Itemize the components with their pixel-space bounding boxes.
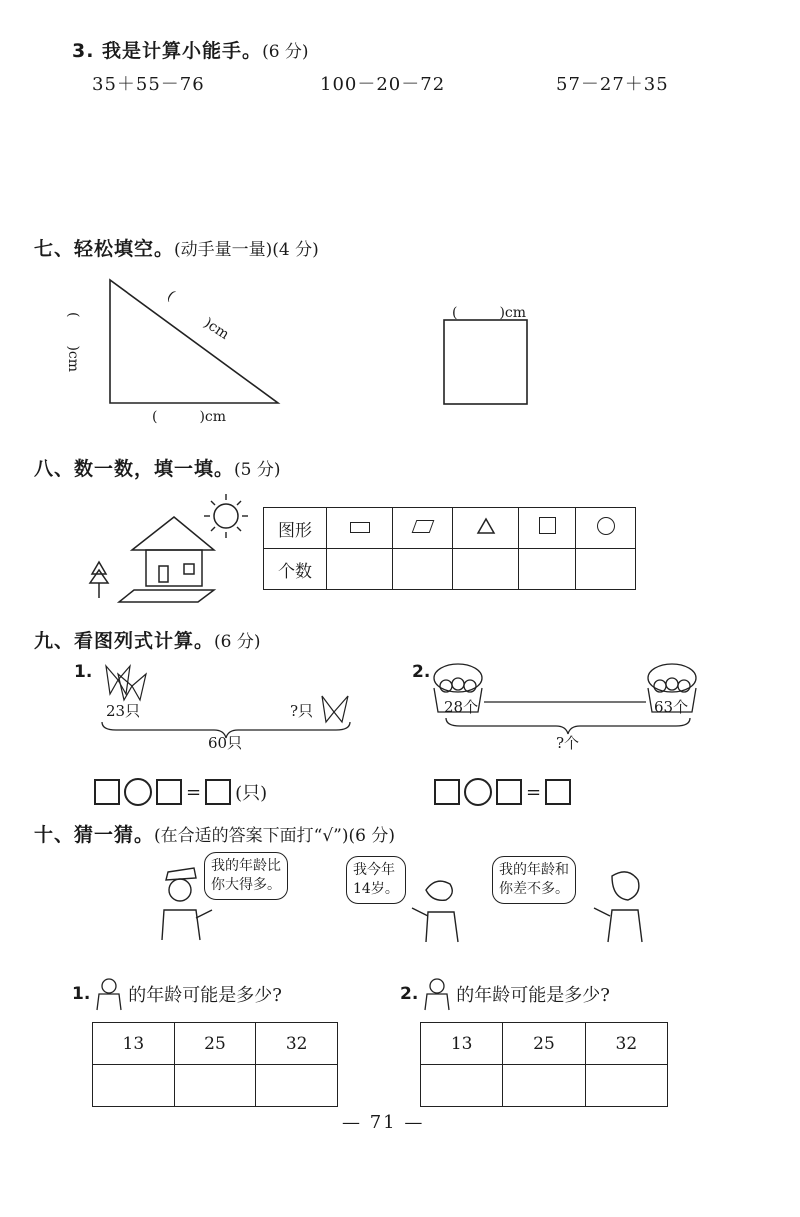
section10-heading: 十、猜一猜。(在合适的答案下面打“√”)(6 分)	[34, 824, 395, 846]
section3-heading: 3. 我是计算小能手。(6 分)	[72, 40, 309, 62]
q9-1-equation	[94, 778, 267, 806]
q9-1-right-label: ?只	[290, 702, 314, 720]
check-cell[interactable]	[503, 1065, 585, 1107]
age-option: 32	[256, 1023, 338, 1065]
expression-1: 35＋55－76	[92, 74, 205, 95]
circle-icon	[597, 517, 615, 535]
check-cell[interactable]	[585, 1065, 667, 1107]
girl-icon	[594, 872, 642, 942]
age-option: 13	[93, 1023, 175, 1065]
age-options-table-2	[420, 1022, 668, 1107]
operator-circle[interactable]	[464, 778, 492, 806]
count-cell[interactable]	[393, 549, 453, 590]
answer-box[interactable]	[205, 779, 231, 805]
count-cell[interactable]	[453, 549, 519, 590]
age-option: 25	[174, 1023, 256, 1065]
expression-2: 100－20－72	[320, 74, 446, 95]
right-triangle	[110, 280, 278, 403]
speech-bubble-boy: 我今年 14岁。	[346, 856, 406, 904]
house-picture	[84, 490, 264, 610]
q9-1-total-label: 60只	[208, 734, 243, 752]
shape-circle	[576, 508, 636, 549]
triangle-bottom-label: ( )cm	[152, 409, 227, 425]
q9-2-right-label: 63个	[654, 698, 689, 716]
section7-heading: 七、轻松填空。(动手量一量)(4 分)	[34, 238, 319, 260]
q10-2-prompt: 2. 的年龄可能是多少?	[400, 976, 610, 1012]
check-cell[interactable]	[93, 1065, 175, 1107]
shape-square	[519, 508, 576, 549]
answer-box[interactable]	[156, 779, 182, 805]
speech-bubble-girl: 我的年龄和 你差不多。	[492, 856, 576, 904]
expression-3: 57－27＋35	[556, 74, 669, 95]
tree-icon	[90, 562, 108, 598]
speech-bubble-policeman: 我的年龄比 你大得多。	[204, 852, 288, 900]
row-header-count: 个数	[264, 549, 327, 590]
age-option: 25	[503, 1023, 585, 1065]
triangle-icon	[476, 517, 496, 535]
age-option: 13	[421, 1023, 503, 1065]
square-figure	[444, 320, 527, 404]
policeman-icon	[92, 976, 126, 1012]
triangle-hyp-label: )cm	[200, 315, 232, 343]
q9-2-left-label: 28个	[444, 698, 479, 716]
square-icon	[539, 517, 556, 534]
answer-box[interactable]	[94, 779, 120, 805]
parallelogram-icon	[411, 520, 434, 533]
q9-2-equation	[434, 778, 571, 806]
shape-parallelogram	[393, 508, 453, 549]
row-header-shape: 图形	[264, 508, 327, 549]
age-option: 32	[585, 1023, 667, 1065]
triangle-left-side-label: ( )cm	[65, 312, 81, 373]
answer-box[interactable]	[434, 779, 460, 805]
square-side-label: ( )cm	[452, 305, 527, 321]
operator-circle[interactable]	[124, 778, 152, 806]
house-icon	[119, 517, 214, 602]
boy-icon	[420, 976, 454, 1012]
q9-1-left-label: 23只	[106, 702, 141, 720]
page-number: — 71 —	[342, 1112, 425, 1133]
sun-icon	[204, 494, 248, 538]
age-options-table-1	[92, 1022, 338, 1107]
answer-box[interactable]	[545, 779, 571, 805]
q9-1-number: 1.	[74, 662, 93, 682]
unit-label: (只)	[235, 783, 268, 804]
q9-2-total-label: ?个	[556, 734, 580, 752]
count-cell[interactable]	[576, 549, 636, 590]
boy-icon	[412, 881, 458, 942]
q9-2-number: 2.	[412, 662, 431, 682]
shape-count-table	[263, 507, 636, 590]
equals-sign: =	[186, 781, 202, 803]
check-cell[interactable]	[174, 1065, 256, 1107]
rectangle-icon	[350, 522, 370, 533]
q10-1-prompt: 1. 的年龄可能是多少?	[72, 976, 282, 1012]
shape-rectangle	[327, 508, 393, 549]
triangle-hyp-open: (	[164, 287, 178, 305]
section9-heading: 九、看图列式计算。(6 分)	[34, 630, 261, 652]
answer-box[interactable]	[496, 779, 522, 805]
equals-sign: =	[526, 781, 542, 803]
section8-heading: 八、数一数，填一填。(5 分)	[34, 458, 281, 480]
check-cell[interactable]	[421, 1065, 503, 1107]
check-cell[interactable]	[256, 1065, 338, 1107]
shape-triangle	[453, 508, 519, 549]
count-cell[interactable]	[327, 549, 393, 590]
butterfly-icon	[322, 696, 348, 722]
butterfly-icon	[106, 666, 146, 700]
count-cell[interactable]	[519, 549, 576, 590]
